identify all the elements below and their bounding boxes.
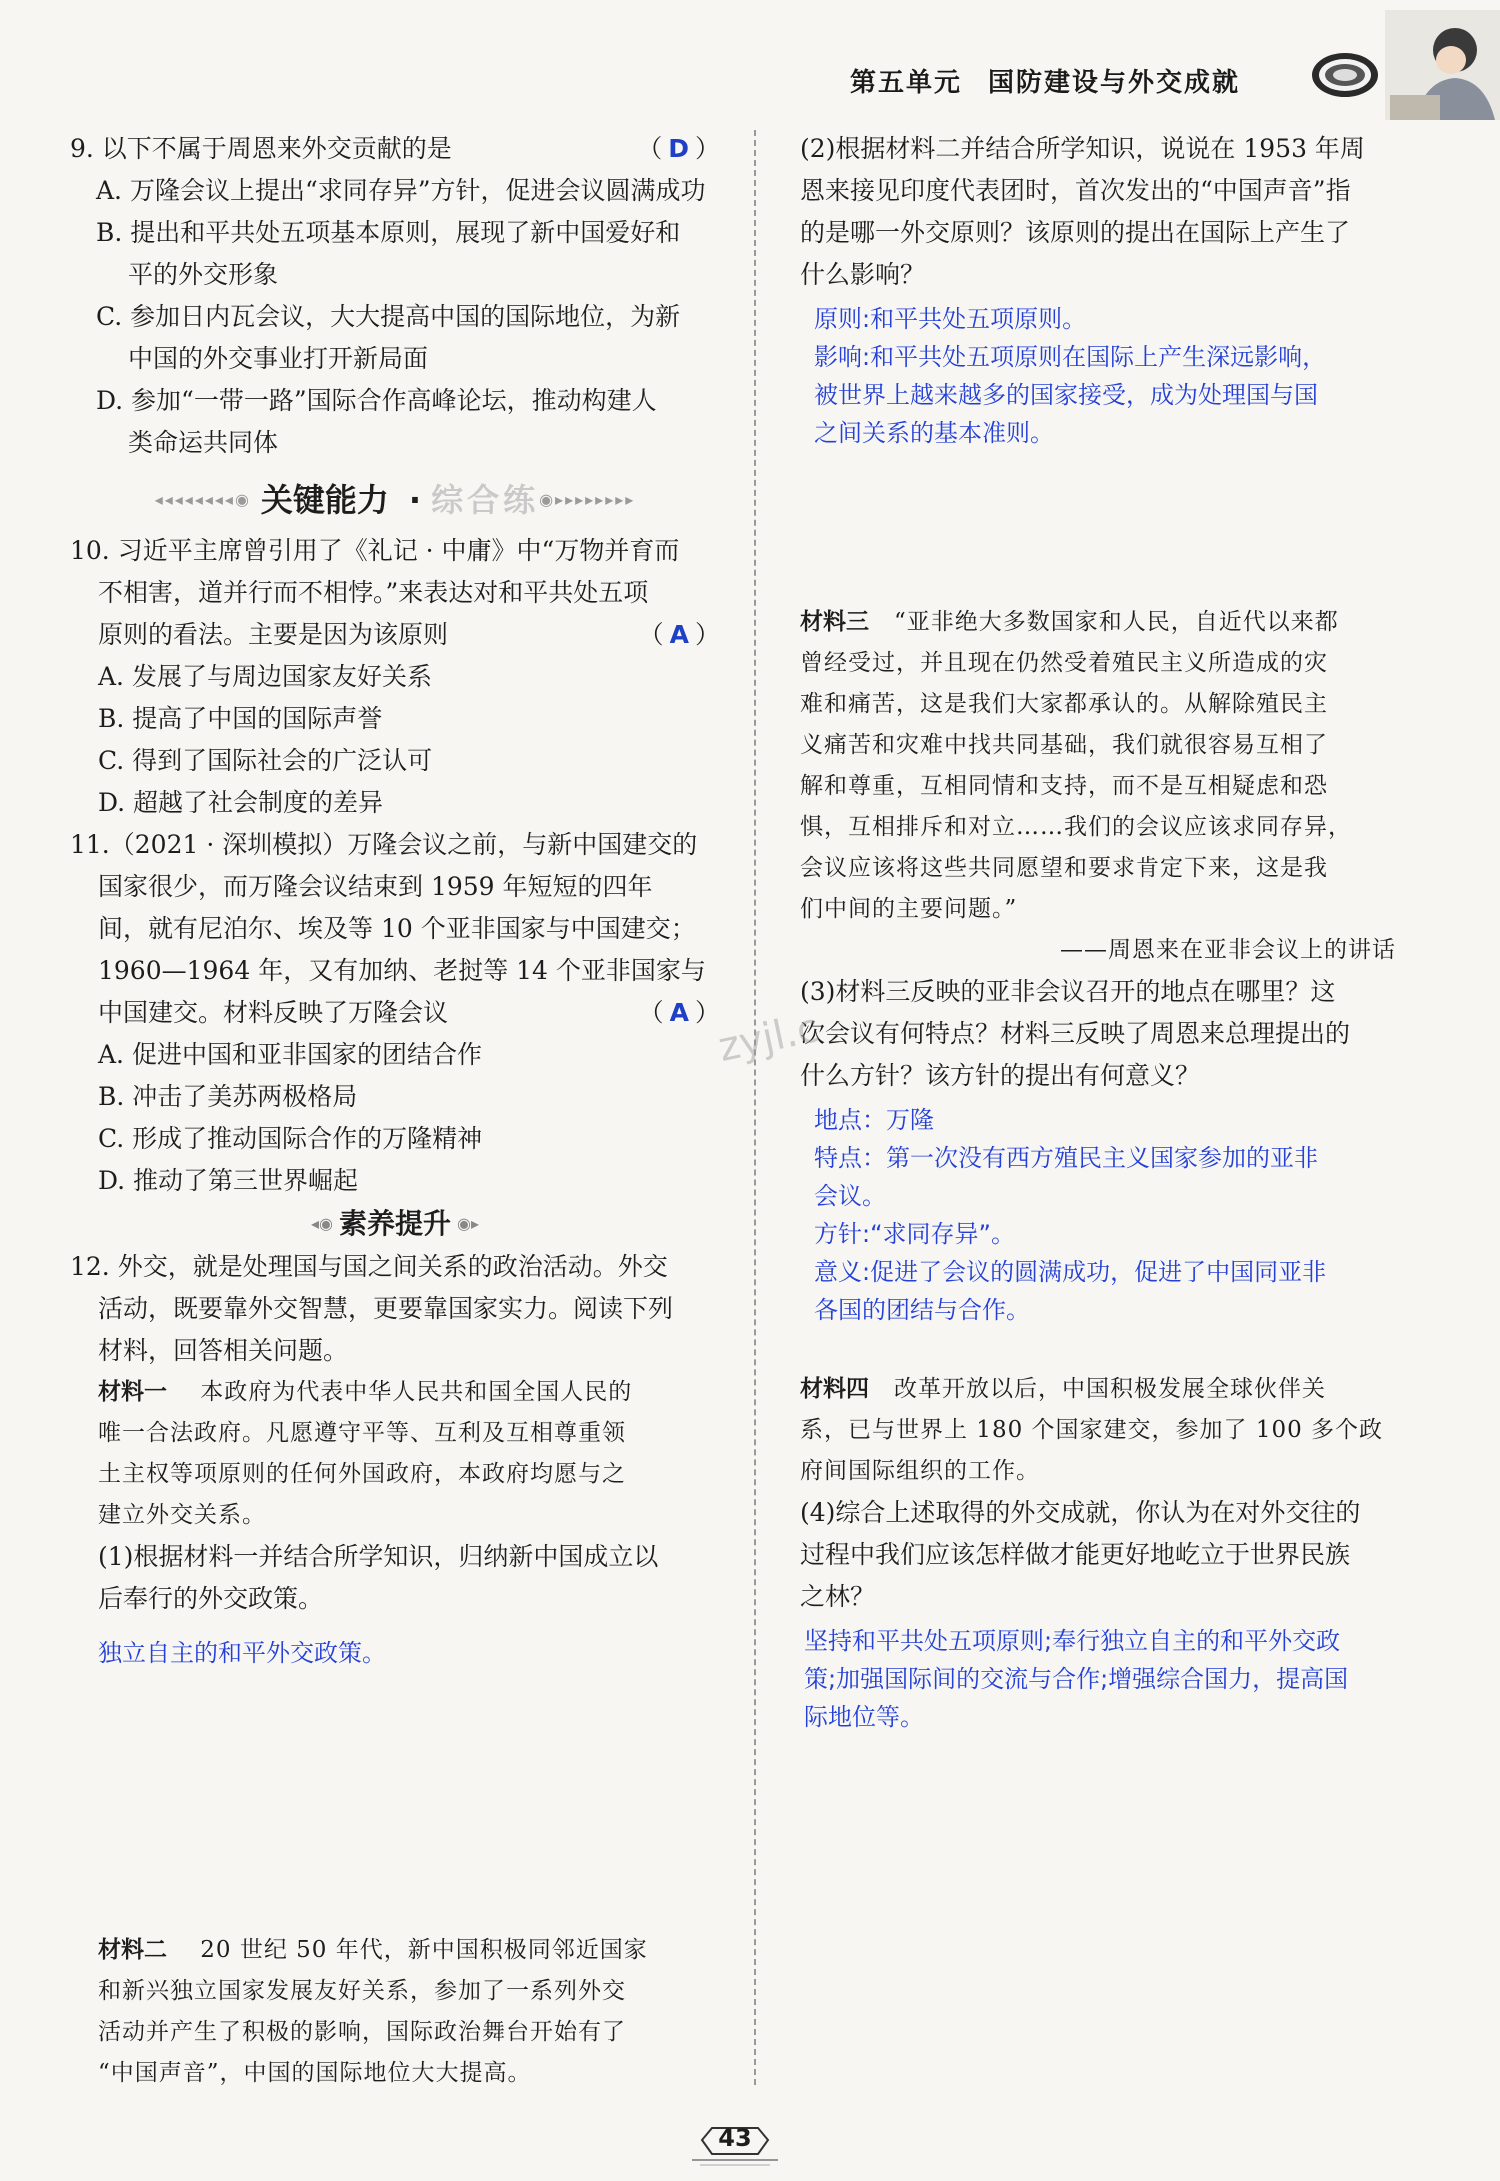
banner-title: 关键能力	[260, 481, 389, 519]
option-c: C. 得到了国际社会的广泛认可	[98, 746, 433, 775]
material-3-attribution: ——周恩来在亚非会议上的讲话	[1060, 937, 1396, 963]
answer-letter: A	[669, 620, 689, 649]
bracket-close: ）	[694, 998, 720, 1027]
option-b: B. 提出和平共处五项基本原则，展现了新中国爱好和	[96, 218, 681, 247]
page-number: 43	[718, 2124, 752, 2152]
banner-deco-left-icon: ◂◂◂◂◂◂◂◂◉	[154, 490, 251, 509]
sub-question-2	[800, 128, 1410, 296]
question-10	[70, 530, 720, 824]
material-1-label: 材料一	[98, 1379, 167, 1405]
material-1-line-1: 本政府为代表中华人民共和国全国人民的	[200, 1379, 633, 1405]
option-a: A. 促进中国和亚非国家的团结合作	[98, 1040, 482, 1069]
unit-header	[850, 62, 1240, 99]
answer-2-line-2: 影响:和平共处五项原则在国际上产生深远影响，	[814, 343, 1327, 371]
material-3-line-7: 会议应该将这些共同愿望和要求肯定下来，这是我	[800, 855, 1328, 881]
material-3-line-6: 惧，互相排斥和对立……我们的会议应该求同存异，	[800, 814, 1352, 840]
answer-bracket	[639, 614, 720, 656]
right-column	[800, 128, 1410, 1736]
banner-subtitle: 综合练	[431, 481, 540, 519]
material-4-label: 材料四	[800, 1376, 869, 1402]
question-12-line-3: 材料，回答相关问题。	[98, 1336, 349, 1365]
material-3-line-3: 难和痛苦，这是我们大家都承认的。从解除殖民主	[800, 691, 1328, 717]
option-d: D. 推动了第三世界崛起	[98, 1166, 359, 1195]
sub-question-2-line-3: 的是哪一外交原则？该原则的提出在国际上产生了	[800, 218, 1351, 247]
answer-3-line-6: 各国的团结与合作。	[814, 1296, 1030, 1324]
sub-question-3	[800, 971, 1410, 1097]
answer-letter: A	[669, 998, 689, 1027]
sub-question-3-line-1: (3)材料三反映的亚非会议召开的地点在哪里？这	[800, 977, 1336, 1006]
material-4-line-1: 改革开放以后，中国积极发展全球伙伴关	[893, 1376, 1326, 1402]
answer-3-line-2: 特点：第一次没有西方殖民主义国家参加的亚非	[814, 1144, 1318, 1172]
banner-deco-right-icon: ◉▸▸▸▸▸▸▸▸	[539, 490, 636, 509]
sub-banner-left-icon: ◂◉	[310, 1214, 333, 1233]
answer-3-line-5: 意义:促进了会议的圆满成功，促进了中国同亚非	[814, 1258, 1327, 1286]
sub-question-4	[800, 1492, 1410, 1618]
section-banner-key-ability	[70, 472, 720, 528]
option-c-cont: 中国的外交事业打开新局面	[128, 344, 429, 373]
material-2-line-2: 和新兴独立国家发展友好关系，参加了一系列外交	[98, 1978, 626, 2004]
option-b: B. 提高了中国的国际声誉	[98, 704, 383, 733]
answer-2-line-4: 之间关系的基本准则。	[814, 419, 1054, 447]
column-divider	[754, 130, 756, 2085]
question-11-line-2: 国家很少，而万隆会议结束到 1959 年短短的四年	[98, 872, 653, 901]
answer-letter: D	[668, 134, 689, 163]
handwritten-answer-2	[800, 300, 1410, 452]
material-1-line-3: 土主权等项原则的任何外国政府，本政府均愿与之	[98, 1461, 626, 1487]
material-4-line-2: 系，已与世界上 180 个国家建交，参加了 100 多个政	[800, 1417, 1384, 1443]
sub-question-3-line-3: 什么方针？该方针的提出有何意义？	[800, 1061, 1201, 1090]
sub-question-1-line-2: 后奉行的外交政策。	[98, 1584, 324, 1613]
answer-2-line-1: 原则:和平共处五项原则。	[814, 305, 1087, 333]
bracket-open: （	[637, 134, 663, 163]
sub-banner-right-icon: ◉▸	[457, 1214, 479, 1233]
question-12	[70, 1246, 720, 2094]
left-column	[70, 128, 720, 2094]
question-9-stem: 9. 以下不属于周恩来外交贡献的是	[70, 134, 452, 163]
question-12-line-1: 12. 外交，就是处理国与国之间关系的政治活动。外交	[70, 1252, 668, 1281]
sub-question-3-line-2: 次会议有何特点？材料三反映了周恩来总理提出的	[800, 1019, 1351, 1048]
handwritten-answer-1: 独立自主的和平外交政策。	[98, 1639, 386, 1667]
material-2-line-4: “中国声音”，中国的国际地位大大提高。	[98, 2060, 532, 2086]
material-3-label: 材料三	[800, 609, 869, 635]
student-illustration-icon	[1385, 10, 1500, 120]
material-3-line-4: 义痛苦和灾难中找共同基础，我们就很容易互相了	[800, 732, 1328, 758]
material-4-line-3: 府间国际组织的工作。	[800, 1458, 1040, 1484]
material-2-label: 材料二	[98, 1937, 167, 1963]
option-d: D. 参加“一带一路”国际合作高峰论坛，推动构建人	[96, 386, 657, 415]
question-11-line-3: 间，就有尼泊尔、埃及等 10 个亚非国家与中国建交；	[98, 914, 696, 943]
answer-4-line-2: 策;加强国际间的交流与合作;增强综合国力，提高国	[804, 1665, 1349, 1693]
unit-label: 第五单元	[850, 68, 963, 98]
option-b: B. 冲击了美苏两极格局	[98, 1082, 358, 1111]
material-3-line-5: 解和尊重，互相同情和支持，而不是互相疑虑和恐	[800, 773, 1328, 799]
sub-question-2-line-4: 什么影响？	[800, 260, 926, 289]
material-3-line-2: 曾经受过，并且现在仍然受着殖民主义所造成的灾	[800, 650, 1328, 676]
question-10-line-2: 不相害，道并行而不相悖。”来表达对和平共处五项	[98, 578, 649, 607]
bracket-close: ）	[694, 620, 720, 649]
option-a: A. 万隆会议上提出“求同存异”方针，促进会议圆满成功	[96, 176, 706, 205]
material-1	[70, 1372, 720, 1536]
answer-bracket	[639, 992, 720, 1034]
option-c: C. 形成了推动国际合作的万隆精神	[98, 1124, 483, 1153]
option-d-cont: 类命运共同体	[128, 428, 279, 457]
material-2-line-1: 20 世纪 50 年代，新中国积极同邻近国家	[200, 1937, 648, 1963]
material-2	[70, 1930, 720, 2094]
answer-4-line-1: 坚持和平共处五项原则;奉行独立自主的和平外交政	[804, 1627, 1341, 1655]
handwritten-answer-4	[800, 1622, 1410, 1736]
material-1-line-4: 建立外交关系。	[98, 1502, 266, 1528]
page-number-badge	[690, 2120, 780, 2170]
sub-question-2-line-1: (2)根据材料二并结合所学知识，说说在 1953 年周	[800, 134, 1365, 163]
banner-dot: ·	[408, 481, 422, 519]
sub-question-1-line-1: (1)根据材料一并结合所学知识，归纳新中国成立以	[98, 1542, 659, 1571]
unit-title: 国防建设与外交成就	[988, 68, 1241, 98]
option-b-cont: 平的外交形象	[128, 260, 279, 289]
sub-banner-title: 素养提升	[338, 1207, 451, 1240]
publisher-logo-icon	[1310, 50, 1380, 100]
answer-3-line-1: 地点：万隆	[814, 1106, 934, 1134]
question-11-line-1: 11.（2021 · 深圳模拟）万隆会议之前，与新中国建交的	[70, 830, 698, 859]
bracket-close: ）	[694, 134, 720, 163]
answer-3-line-4: 方针:“求同存异”。	[814, 1220, 1015, 1248]
answer-4-line-3: 际地位等。	[804, 1703, 924, 1731]
option-a: A. 发展了与周边国家友好关系	[98, 662, 432, 691]
question-10-line-1: 10. 习近平主席曾引用了《礼记 · 中庸》中“万物并育而	[70, 536, 680, 565]
question-11	[70, 824, 720, 1202]
handwritten-answer-3	[800, 1101, 1410, 1329]
question-11-line-4: 1960—1964 年，又有加纳、老挝等 14 个亚非国家与	[98, 956, 706, 985]
option-d: D. 超越了社会制度的差异	[98, 788, 384, 817]
question-9	[70, 128, 720, 464]
material-3-line-8: 们中间的主要问题。”	[800, 896, 1018, 922]
option-c: C. 参加日内瓦会议，大大提高中国的国际地位，为新	[96, 302, 681, 331]
material-3	[800, 602, 1410, 971]
answer-2-line-3: 被世界上越来越多的国家接受，成为处理国与国	[814, 381, 1318, 409]
section-banner-literacy	[70, 1202, 720, 1246]
question-12-line-2: 活动，既要靠外交智慧，更要靠国家实力。阅读下列	[98, 1294, 674, 1323]
material-4	[800, 1369, 1410, 1492]
bracket-open: （	[638, 998, 664, 1027]
material-2-line-3: 活动并产生了积极的影响，国际政治舞台开始有了	[98, 2019, 626, 2045]
question-11-line-5: 中国建交。材料反映了万隆会议	[98, 998, 449, 1027]
sub-question-4-line-2: 过程中我们应该怎样做才能更好地屹立于世界民族	[800, 1540, 1351, 1569]
watermark: zyjl.c	[714, 1004, 824, 1072]
bracket-open: （	[638, 620, 664, 649]
question-10-line-3: 原则的看法。主要是因为该原则	[98, 620, 449, 649]
answer-bracket	[637, 128, 720, 170]
answer-3-line-3: 会议。	[814, 1182, 886, 1210]
sub-question-2-line-2: 恩来接见印度代表团时，首次发出的“中国声音”指	[800, 176, 1351, 205]
question-stem	[70, 128, 720, 170]
sub-question-4-line-1: (4)综合上述取得的外交成就，你认为在对外交往的	[800, 1498, 1361, 1527]
sub-question-4-line-3: 之林？	[800, 1582, 876, 1611]
material-1-line-2: 唯一合法政府。凡愿遵守平等、互利及互相尊重领	[98, 1420, 626, 1446]
material-3-line-1: “亚非绝大多数国家和人民，自近代以来都	[893, 609, 1339, 635]
